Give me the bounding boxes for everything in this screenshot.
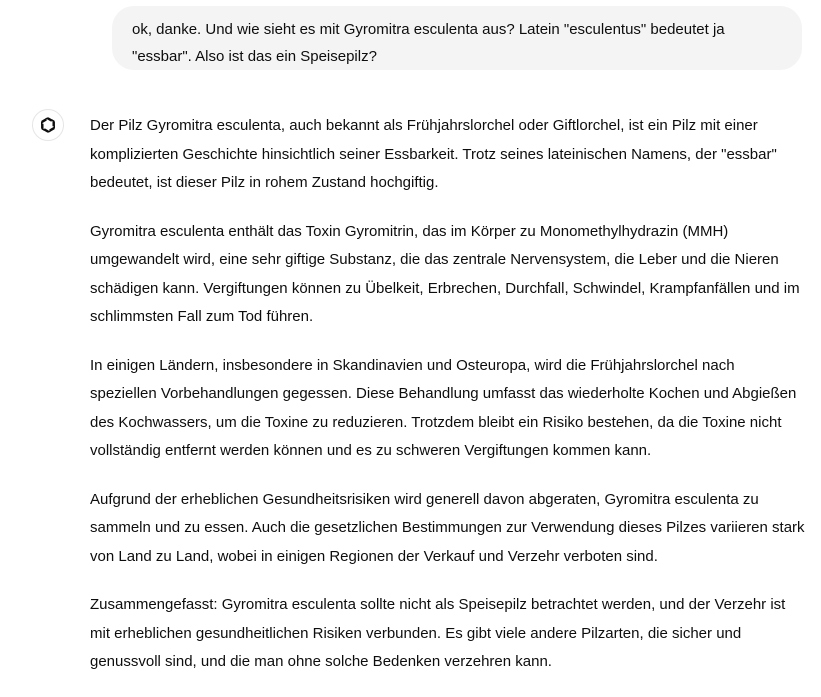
user-message-text: ok, danke. Und wie sieht es mit Gyromitra esculenta aus? Latein "esculentus" bedeutet ja "essbar". Also ist das ein Speisepilz? — [132, 21, 725, 65]
user-message-bubble — [112, 6, 802, 70]
assistant-paragraph: In einigen Ländern, insbesondere in Skandinavien und Osteuropa, wird die Frühjahrslorchel nach speziellen Vorbehandlungen gegessen. Diese Behandlung umfasst das wiederholte Kochen und Abgießen des Kochwassers, um die Toxine zu reduzieren. Trotzdem bleibt ein Risiko bestehen, da die Toxine nicht vollständig entfernt werden können und es zu schweren Vergiftungen kommen kann. — [90, 356, 797, 459]
assistant-paragraph: Gyromitra esculenta enthält das Toxin Gyromitrin, das im Körper zu Monomethylhydrazin (MMH) umgewandelt wird, eine sehr giftige Substanz, die das zentrale Nervensystem, die Leber und die Nieren schädigen kann. Vergiftungen können zu Übelkeit, Erbrechen, Durchfall, Schwindel, Krampfanfällen und im schlimmsten Fall zum Tod führen. — [90, 222, 800, 325]
assistant-avatar — [32, 109, 64, 141]
assistant-message — [90, 112, 805, 697]
assistant-paragraph: Der Pilz Gyromitra esculenta, auch bekannt als Frühjahrslorchel oder Giftlorchel, ist ein Pilz mit einer komplizierten Geschichte hinsichtlich seiner Essbarkeit. Trotz seines lateinischen Namens, der "essbar" bedeutet, ist dieser Pilz in rohem Zustand hochgiftig. — [90, 117, 777, 191]
openai-logo-icon — [38, 115, 58, 135]
assistant-paragraph: Zusammengefasst: Gyromitra esculenta sollte nicht als Speisepilz betrachtet werden, und der Verzehr ist mit erheblichen gesundheitlichen Risiken verbunden. Es gibt viele andere Pilzarten, die sicher und genussvoll sind, und die man ohne solche Bedenken verzehren kann. — [90, 596, 786, 670]
assistant-paragraph: Aufgrund der erheblichen Gesundheitsrisiken wird generell davon abgeraten, Gyromitra esculenta zu sammeln und zu essen. Auch die gesetzlichen Bestimmungen zur Verwendung dieses Pilzes variieren stark von Land zu Land, wobei in einigen Regionen der Verkauf und Verzehr verboten sind. — [90, 490, 805, 565]
